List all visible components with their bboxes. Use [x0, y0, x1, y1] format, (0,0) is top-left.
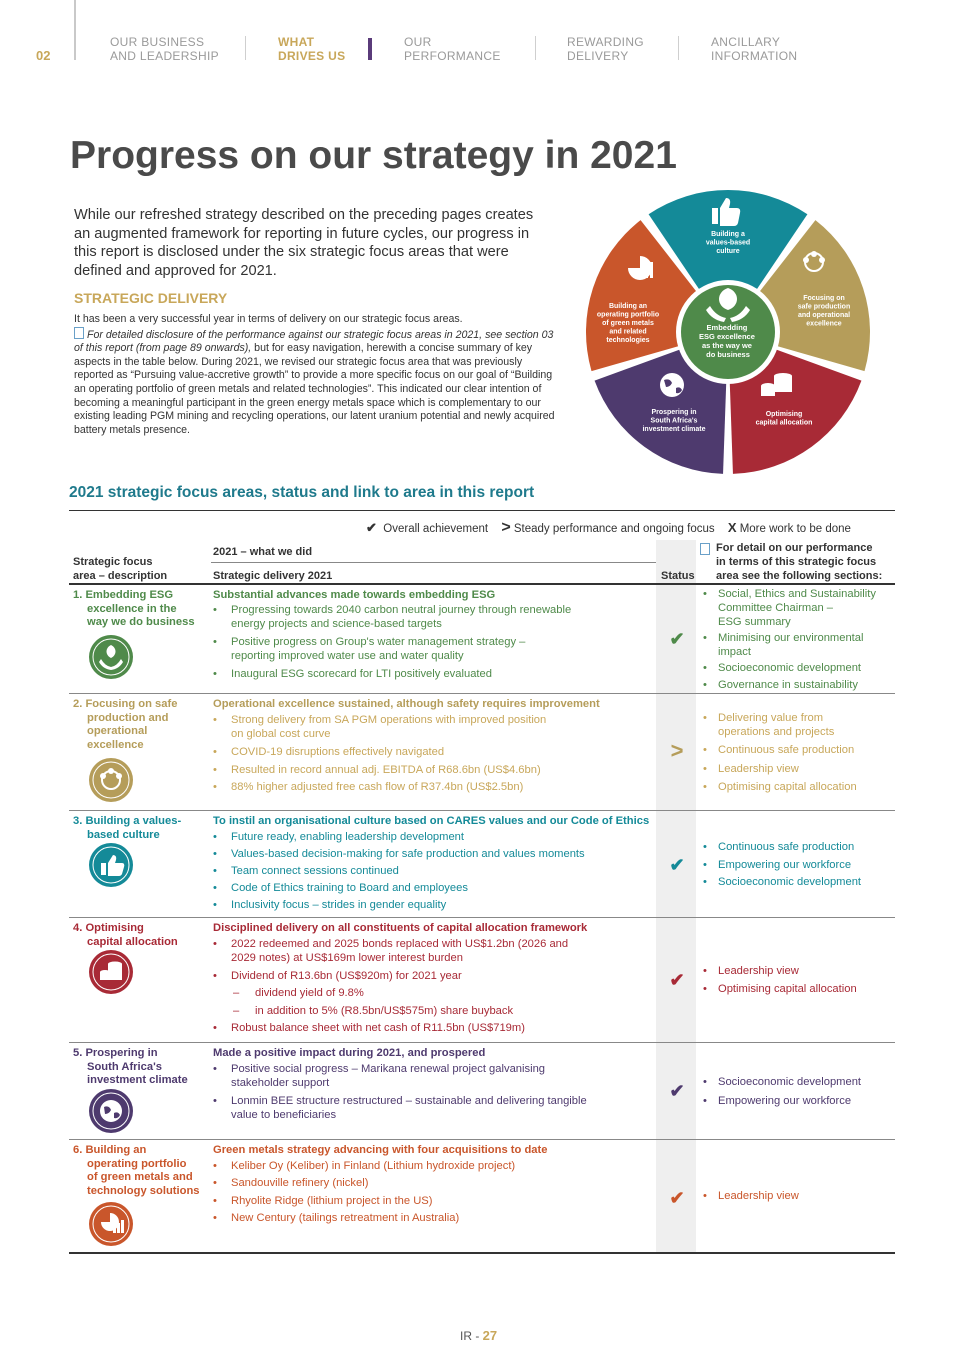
area-line: 2. Focusing on safe: [73, 698, 178, 710]
section-number: 02: [36, 48, 51, 63]
nav-our-business[interactable]: [110, 35, 219, 63]
wheel-label-line: Focusing on: [803, 295, 845, 302]
sub-line: – dividend yield of 9.8%: [255, 987, 364, 999]
wheel-label-line: excellence: [806, 320, 842, 328]
nav-line: INFORMATION: [711, 49, 798, 63]
wheel-segment-label: [642, 409, 705, 433]
area-line: 5. Prospering in: [73, 1047, 158, 1059]
delivery-bullet: [213, 1062, 633, 1090]
bullet-line: 2029 notes) at US$169m lower interest burden: [231, 952, 463, 964]
link-line: • Minimising our environmental: [718, 632, 864, 644]
section-link[interactable]: [703, 743, 893, 757]
delivery-title: Green metals strategy advancing with four acquisitions to date: [213, 1144, 548, 1156]
delivery-bullet: [213, 635, 633, 663]
bullet-line: • Inaugural ESG scorecard for LTI positively evaluated: [231, 668, 492, 680]
delivery-bullet: [213, 780, 633, 794]
nav-line: OUR: [404, 35, 432, 49]
nav-active-marker: [368, 38, 372, 60]
section-link[interactable]: [703, 587, 893, 629]
sub-line: – in addition to 5% (R8.5bn/US$575m) share buyback: [255, 1005, 514, 1017]
link-line: • Social, Ethics and Sustainability: [718, 588, 876, 600]
wheel-label-line: South Africa's: [650, 417, 698, 425]
wheel-label-line: Building an: [608, 303, 648, 310]
delivery-bullet: [213, 830, 633, 844]
section-link[interactable]: [703, 982, 893, 996]
link-line: • Socioeconomic development: [718, 876, 862, 888]
delivery-bullet: [213, 1194, 633, 1208]
wheel-label-line: safe production: [797, 303, 851, 311]
thumbs-up-icon: [89, 843, 133, 887]
footer-page-number: 27: [482, 1328, 498, 1343]
link-line: • Leadership view: [718, 763, 799, 775]
nav-our-performance[interactable]: [404, 35, 501, 63]
area-line: technology solutions: [87, 1184, 200, 1197]
document-icon: [700, 543, 710, 555]
delivery-sub-bullet: [233, 1004, 513, 1018]
bullet-line: reporting improved water use and water quality: [231, 650, 464, 662]
area-line: based culture: [87, 828, 160, 841]
bullet-line: • Rhyolite Ridge (lithium project in the US): [231, 1195, 433, 1207]
bullet-line: • Sandouville refinery (nickel): [231, 1177, 369, 1189]
footer-prefix: IR -: [460, 1329, 483, 1343]
wheel-label-line: Prospering in: [651, 409, 697, 416]
table-bottom-rule: [69, 1252, 895, 1254]
bullet-line: • Future ready, enabling leadership development: [231, 831, 465, 843]
nav-what-drives-us[interactable]: [278, 35, 345, 63]
area-description: [73, 589, 211, 630]
header-col-area: [73, 555, 167, 583]
wheel-label-line: of green metals: [602, 320, 654, 327]
area-description: [73, 1047, 211, 1088]
status-check-icon: ✔: [669, 1081, 685, 1101]
wheel-label-line: and operational: [797, 312, 851, 319]
header-text: Strategic focus: [73, 556, 153, 568]
bullet-line: • Inclusivity focus – strides in gender equality: [231, 899, 447, 911]
bullet-line: • New Century (tailings retreatment in Australia): [231, 1212, 460, 1224]
bullet-line: value to beneficiaries: [231, 1109, 337, 1121]
section-link[interactable]: [703, 1094, 893, 1108]
header-rule: [74, 0, 76, 60]
link-line: • Socioeconomic development: [718, 1076, 862, 1088]
section-link[interactable]: [703, 1189, 893, 1203]
globe-icon: [89, 1089, 133, 1133]
delivery-sub-bullet: [233, 986, 364, 1000]
delivery-bullet: [213, 898, 633, 912]
link-line: • Governance in sustainability: [718, 679, 858, 691]
section-link[interactable]: [703, 762, 893, 776]
bullet-line: • Values-based decision-making for safe production and values moments: [231, 848, 585, 860]
area-description: [73, 922, 211, 949]
delivery-title: Operational excellence sustained, although safety requires improvement: [213, 698, 600, 710]
bullet-line: • Dividend of R13.6bn (US$920m) for 2021 year: [231, 970, 462, 982]
delivery-title: Substantial advances made towards embedding ESG: [213, 589, 496, 601]
header-col-what-we-did: 2021 – what we did: [213, 546, 313, 558]
link-line: • Continuous safe production: [718, 744, 855, 756]
nav-line: AND LEADERSHIP: [110, 49, 219, 63]
wheel-center-label: Embedding: [706, 323, 748, 332]
table-row: [69, 811, 895, 917]
legend-steady: Steady performance and ongoing focus: [513, 523, 715, 535]
delivery-title: Disciplined delivery on all constituents of capital allocation framework: [213, 922, 588, 934]
link-line: • Optimising capital allocation: [718, 781, 857, 793]
header-col-status: Status: [661, 570, 695, 582]
header-text: For detail on our performance: [716, 542, 873, 554]
delivery-bullet: [213, 969, 633, 983]
bullet-line: • 88% higher adjusted free cash flow of R37.4bn (US$2.5bn): [231, 781, 524, 793]
status-legend: [366, 519, 851, 537]
bullet-line: stakeholder support: [231, 1077, 330, 1089]
header-col-sections: [700, 541, 882, 583]
table-row: [69, 918, 895, 1042]
wheel-label-line: capital allocation: [755, 419, 813, 427]
wheel-label-line: investment climate: [642, 426, 706, 433]
status-check-icon: ✔: [669, 629, 685, 649]
nav-line: OUR BUSINESS: [110, 35, 205, 49]
delivery-bullet: [213, 1021, 633, 1035]
bullet-line: on global cost curve: [231, 728, 331, 740]
area-line: capital allocation: [87, 935, 178, 948]
delivery-bullet: [213, 667, 633, 681]
page-footer: [460, 1328, 497, 1343]
area-description: [73, 1144, 211, 1198]
strategy-wheel: [584, 188, 872, 476]
section-link[interactable]: [703, 678, 893, 692]
delivery-bullet: [213, 1211, 633, 1225]
area-description: [73, 815, 211, 842]
section-link[interactable]: [703, 858, 893, 872]
wheel-label-line: Optimising: [765, 411, 803, 418]
status-check-icon: ✔: [669, 1188, 685, 1208]
header-col-delivery: Strategic delivery 2021: [213, 570, 333, 582]
delivery-bullet: [213, 1159, 633, 1173]
nav-ancillary-information[interactable]: [711, 35, 797, 63]
bullet-line: • Robust balance sheet with net cash of R11.5bn (US$719m): [231, 1022, 525, 1034]
area-description: [73, 698, 211, 752]
delivery-bullet: [213, 1094, 633, 1122]
area-line: operational: [87, 725, 148, 737]
header-divider: [211, 562, 656, 563]
link-line: • Socioeconomic development: [718, 662, 862, 674]
area-line: 3. Building a values-: [73, 815, 182, 827]
link-line: • Continuous safe production: [718, 841, 855, 853]
link-line: impact: [718, 646, 751, 658]
delivery-title: Made a positive impact during 2021, and prospered: [213, 1047, 486, 1059]
chevron-right-icon: >: [501, 519, 511, 536]
wheel-label-line: values-based: [705, 239, 751, 247]
link-line: • Empowering our workforce: [718, 1095, 852, 1107]
table-row: [69, 1140, 895, 1252]
pie-growth-icon: [89, 1202, 133, 1246]
wheel-center-label: ESG excellence: [699, 332, 755, 341]
status-check-icon: ✔: [669, 970, 685, 990]
nav-line: DRIVES US: [278, 49, 346, 63]
section-link[interactable]: [703, 1075, 893, 1089]
link-line: • Optimising capital allocation: [718, 983, 857, 995]
section-link[interactable]: [703, 875, 893, 889]
area-line: production and: [87, 711, 169, 724]
wheel-label-line: culture: [716, 248, 740, 255]
bullet-line: • COVID-19 disruptions effectively navigated: [231, 746, 445, 758]
nav-line: WHAT: [278, 35, 315, 49]
header-text: area see the following sections:: [716, 570, 883, 582]
nav-line: REWARDING: [567, 35, 644, 49]
bullet-line: energy projects and science-based targets: [231, 618, 442, 630]
bullet-line: • Code of Ethics training to Board and employees: [231, 882, 468, 894]
delivery-bullet: [213, 745, 633, 759]
legend-more-work: More work to be done: [739, 523, 851, 535]
link-line: • Delivering value from: [718, 712, 824, 724]
area-line: of green metals and: [87, 1171, 193, 1183]
delivery-title: To instil an organisational culture based on CARES values and our Code of Ethics: [213, 815, 650, 827]
link-line: • Leadership view: [718, 1190, 799, 1202]
bullet-line: • Strong delivery from SA PGM operations with improved position: [231, 714, 547, 726]
area-line: excellence in the: [87, 602, 177, 615]
table-row: [69, 1043, 895, 1139]
bullet-line: • Resulted in record annual adj. EBITDA of R68.6bn (US$4.6bn): [231, 764, 541, 776]
coin-stack-icon: [89, 950, 133, 994]
section-link[interactable]: [703, 661, 893, 675]
legend-achieved: Overall achievement: [383, 523, 489, 535]
bullet-line: • Positive social progress – Marikana renewal project galvanising: [231, 1063, 546, 1075]
status-chevron-icon: >: [670, 738, 684, 763]
wheel-label-line: Building a: [711, 231, 745, 238]
nav-divider: [535, 36, 536, 60]
header-text: in terms of this strategic focus: [716, 556, 877, 568]
bullet-line: • 2022 redeemed and 2025 bonds replaced with US$1.2bn (2026 and: [231, 938, 569, 950]
delivery-bullet: [213, 881, 633, 895]
section-link[interactable]: [703, 840, 893, 854]
delivery-bullet: [213, 937, 633, 965]
nav-divider: [245, 36, 246, 60]
table-title: 2021 strategic focus areas, status and link to area in this report: [69, 484, 535, 501]
cross-reference-link[interactable]: For detailed disclosure of the performance against our strategic focus areas in 2021, see section 03 of this report (from page 89 onwards),: [74, 328, 554, 355]
delivery-bullet: [213, 864, 633, 878]
cross-icon: X: [727, 520, 737, 535]
delivery-bullet: [213, 713, 633, 741]
link-line: • Empowering our workforce: [718, 859, 852, 871]
wheel-center-label: as the way we: [701, 341, 752, 350]
section-link[interactable]: [703, 780, 893, 794]
body-text: It has been a very successful year in terms of delivery on our strategic focus areas.: [74, 313, 463, 325]
wheel-label-line: operating portfolio: [596, 311, 660, 319]
delivery-bullet: [213, 1176, 633, 1190]
table-top-rule: [69, 510, 895, 511]
document-icon: [74, 327, 84, 339]
nav-divider: [678, 36, 679, 60]
link-line: • Leadership view: [718, 965, 799, 977]
table-row: [69, 585, 895, 693]
area-line: South Africa's: [87, 1060, 162, 1073]
link-line: operations and projects: [718, 726, 835, 738]
wheel-label-line: and related: [609, 328, 647, 336]
nav-line: ANCILLARY: [711, 35, 781, 49]
area-line: 4. Optimising: [73, 922, 144, 934]
link-line: Committee Chairman –: [718, 602, 834, 614]
delivery-bullet: [213, 763, 633, 777]
section-link[interactable]: [703, 711, 893, 739]
bullet-line: • Lonmin BEE structure restructured – sustainable and delivering tangible: [231, 1095, 587, 1107]
link-line: ESG summary: [718, 616, 791, 628]
area-line: way we do business: [87, 616, 195, 628]
bullet-line: • Positive progress on Group's water management strategy –: [231, 636, 526, 648]
body-text: but for easy navigation, herewith a concise summary of key aspects in the table below. During 2021, we revised our strategic focus area that was previously reported as “Pursuing value-accretive growth” to provide a more specific focus on our goal of “Building an operating portfolio of green metals and related technologies”. This indicated our clear intention of becoming a meaningful participant in the green energy metals space which is complementary to our existing leading PGM mining and recycling operations, our latent uranium potential and newly acquired battery metals presence.: [74, 342, 555, 436]
table-row: [69, 694, 895, 810]
bullet-line: • Progressing towards 2040 carbon neutral journey through renewable: [231, 604, 572, 616]
globe-icon: [660, 373, 684, 397]
section-link[interactable]: [703, 964, 893, 978]
bullet-line: • Keliber Oy (Keliber) in Finland (Lithium hydroxide project): [231, 1160, 516, 1172]
nav-line: PERFORMANCE: [404, 49, 501, 63]
check-icon: ✔: [366, 520, 377, 535]
wheel-label-line: technologies: [606, 337, 650, 344]
strategic-delivery-body: [74, 313, 556, 437]
nav-rewarding-delivery[interactable]: [567, 35, 644, 63]
area-line: 1. Embedding ESG: [73, 589, 174, 601]
delivery-bullet: [213, 847, 633, 861]
area-line: 6. Building an: [73, 1144, 147, 1156]
hands-leaf-icon: [89, 635, 133, 679]
delivery-bullet: [213, 603, 633, 631]
area-line: excellence: [87, 738, 144, 751]
team-icon: [89, 758, 133, 802]
page-title: Progress on our strategy in 2021: [70, 134, 677, 177]
svg-text:Embedding ESG excellence: [699, 323, 757, 359]
intro-paragraph: While our refreshed strategy described on the preceding pages creates an augmented framework for reporting in future cycles, our progress in this report is disclosed under the six strategic focus areas that were defined and approved for 2021.: [74, 207, 534, 279]
header-text: area – description: [73, 570, 168, 582]
section-link[interactable]: [703, 631, 893, 659]
bullet-line: • Team connect sessions continued: [231, 865, 399, 877]
wheel-center-label: do business: [706, 350, 750, 359]
area-line: operating portfolio: [87, 1157, 187, 1170]
strategic-delivery-heading: STRATEGIC DELIVERY: [74, 290, 228, 306]
area-line: investment climate: [87, 1074, 188, 1086]
nav-line: DELIVERY: [567, 49, 629, 63]
status-check-icon: ✔: [669, 855, 685, 875]
